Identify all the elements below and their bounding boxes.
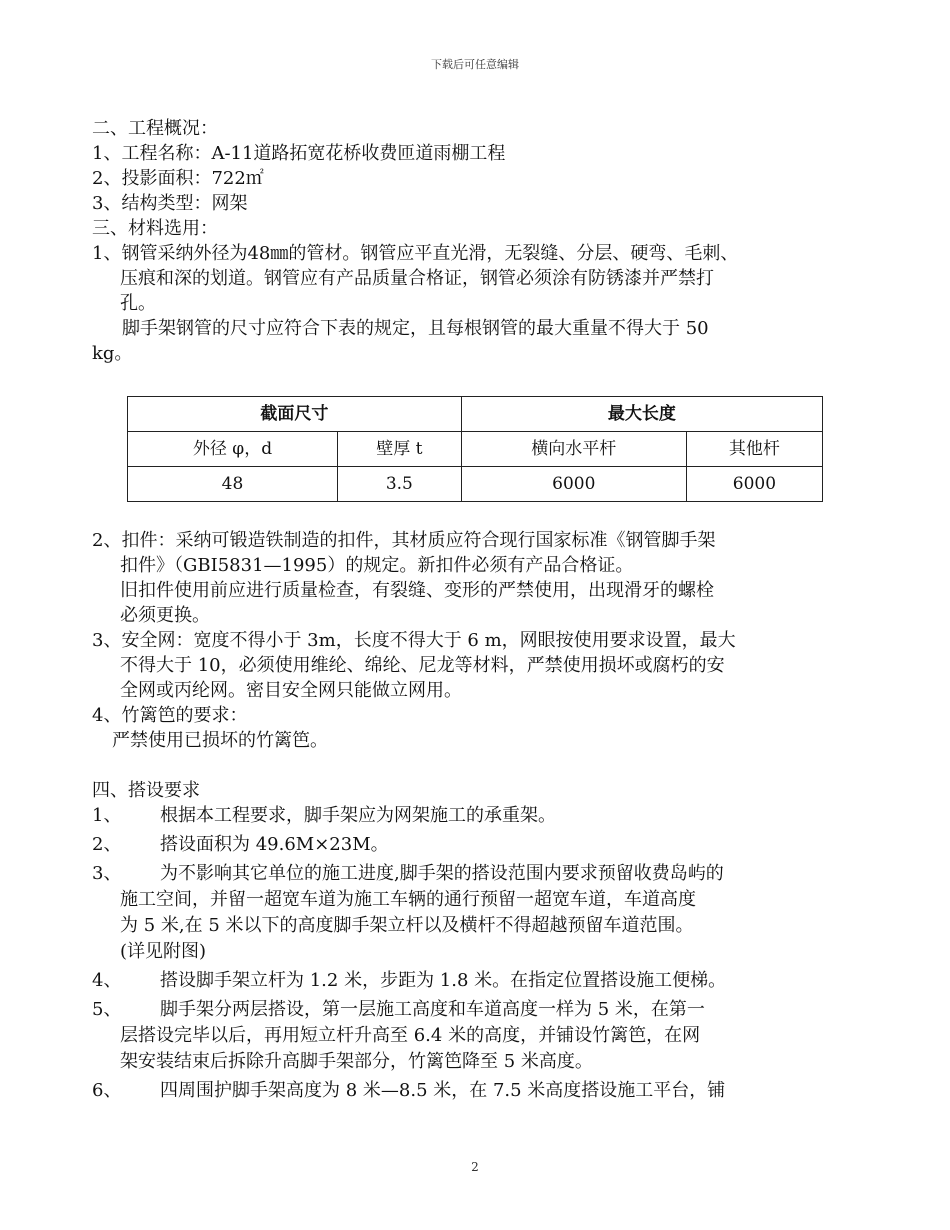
list-number: 1、 bbox=[92, 805, 122, 826]
fastener-line-2: 扣件》（GBI5831—1995）的规定。新扣件必须有产品合格证。 bbox=[120, 555, 634, 576]
table-subheader-outer-diameter: 外径 φ，d bbox=[128, 432, 338, 467]
safety-net-line-2: 不得大于 10，必须使用维纶、绵纶、尼龙等材料，严禁使用损坏或腐朽的安 bbox=[120, 655, 725, 676]
table-header-section-size: 截面尺寸 bbox=[128, 397, 462, 432]
table-subheader-other-bar: 其他杆 bbox=[686, 432, 822, 467]
list-number: 2、 bbox=[92, 834, 122, 855]
table-cell-transverse-length: 6000 bbox=[461, 467, 686, 502]
list-item bbox=[92, 997, 862, 1075]
fastener-line-1: 2、扣件：采纳可锻造铁制造的扣件，其材质应符合现行国家标准《钢管脚手架 bbox=[92, 530, 716, 551]
section-4-title: 四、搭设要求 bbox=[92, 780, 200, 801]
list-text: 施工空间，并留一超宽车道为施工车辆的通行预留一超宽车道，车道高度 bbox=[120, 889, 696, 910]
list-text: 四周围护脚手架高度为 8 米—8.5 米，在 7.5 米高度搭设施工平台，铺 bbox=[160, 1080, 726, 1101]
page-header: 下载后可任意编辑 bbox=[431, 58, 519, 71]
scaffold-size-line-2: kg。 bbox=[92, 343, 133, 364]
table-subheader-wall-thickness: 壁厚 t bbox=[337, 432, 461, 467]
document-body bbox=[92, 116, 862, 1107]
list-item bbox=[92, 803, 862, 829]
section-3-title: 三、材料选用： bbox=[92, 218, 218, 239]
table-header-max-length: 最大长度 bbox=[461, 397, 822, 432]
steel-pipe-line-1: 1、钢管采纳外径为48㎜的管材。钢管应平直光滑，无裂缝、分层、硬弯、毛刺、 bbox=[92, 243, 739, 264]
list-item bbox=[92, 861, 862, 965]
page-number: 2 bbox=[471, 1160, 479, 1174]
fastener-line-3: 旧扣件使用前应进行质量检查，有裂缝、变形的严禁使用，出现滑牙的螺栓 bbox=[120, 580, 714, 601]
projected-area: 2、投影面积：722㎡ bbox=[92, 168, 264, 189]
list-number: 5、 bbox=[92, 999, 122, 1020]
list-text: 架安装结束后拆除升高脚手架部分，竹篱笆降至 5 米高度。 bbox=[120, 1051, 593, 1072]
list-item bbox=[92, 1078, 862, 1104]
pipe-spec-table bbox=[127, 396, 823, 502]
scaffold-size-line-1: 脚手架钢管的尺寸应符合下表的规定，且每根钢管的最大重量不得大于 50 bbox=[122, 318, 709, 339]
steel-pipe-line-3: 孔。 bbox=[120, 293, 156, 314]
list-item bbox=[92, 832, 862, 858]
safety-net-line-1: 3、安全网：宽度不得小于 3m，长度不得大于 6 m，网眼按使用要求设置，最大 bbox=[92, 630, 736, 651]
list-text: 搭设脚手架立杆为 1.2 米，步距为 1.8 米。在指定位置搭设施工便梯。 bbox=[160, 970, 727, 991]
list-number: 4、 bbox=[92, 970, 122, 991]
safety-net-line-3: 全网或丙纶网。密目安全网只能做立网用。 bbox=[120, 680, 462, 701]
list-text: 搭设面积为 49.6M×23M。 bbox=[160, 834, 389, 855]
fastener-line-4: 必须更换。 bbox=[120, 605, 210, 626]
section-4 bbox=[92, 778, 862, 1104]
table-cell-thickness: 3.5 bbox=[337, 467, 461, 502]
list-text: 为不影响其它单位的施工进度,脚手架的搭设范围内要求预留收费岛屿的 bbox=[160, 863, 724, 884]
list-number: 3、 bbox=[92, 863, 122, 884]
table-cell-diameter: 48 bbox=[128, 467, 338, 502]
list-item bbox=[92, 968, 862, 994]
list-text: 脚手架分两层搭设，第一层施工高度和车道高度一样为 5 米，在第一 bbox=[160, 999, 705, 1020]
steel-pipe-line-2: 压痕和深的划道。钢管应有产品质量合格证，钢管必须涂有防锈漆并严禁打 bbox=[120, 268, 714, 289]
project-name: 1、工程名称：A-11道路拓宽花桥收费匝道雨棚工程 bbox=[92, 143, 506, 164]
bamboo-fence-line-2: 严禁使用已损坏的竹篱笆。 bbox=[112, 730, 328, 751]
section-2-title: 二、工程概况： bbox=[92, 118, 218, 139]
list-text: 层搭设完毕以后，再用短立杆升高至 6.4 米的高度，并铺设竹篱笆，在网 bbox=[120, 1025, 701, 1046]
list-text: 为 5 米,在 5 米以下的高度脚手架立杆以及横杆不得超越预留车道范围。 bbox=[120, 915, 694, 936]
table-subheader-transverse-bar: 横向水平杆 bbox=[461, 432, 686, 467]
list-number: 6、 bbox=[92, 1080, 122, 1101]
list-text: 根据本工程要求，脚手架应为网架施工的承重架。 bbox=[160, 805, 556, 826]
list-text: (详见附图) bbox=[120, 941, 207, 962]
table-cell-other-length: 6000 bbox=[686, 467, 822, 502]
structure-type: 3、结构类型：网架 bbox=[92, 193, 248, 214]
bamboo-fence-line-1: 4、竹篱笆的要求： bbox=[92, 705, 248, 726]
